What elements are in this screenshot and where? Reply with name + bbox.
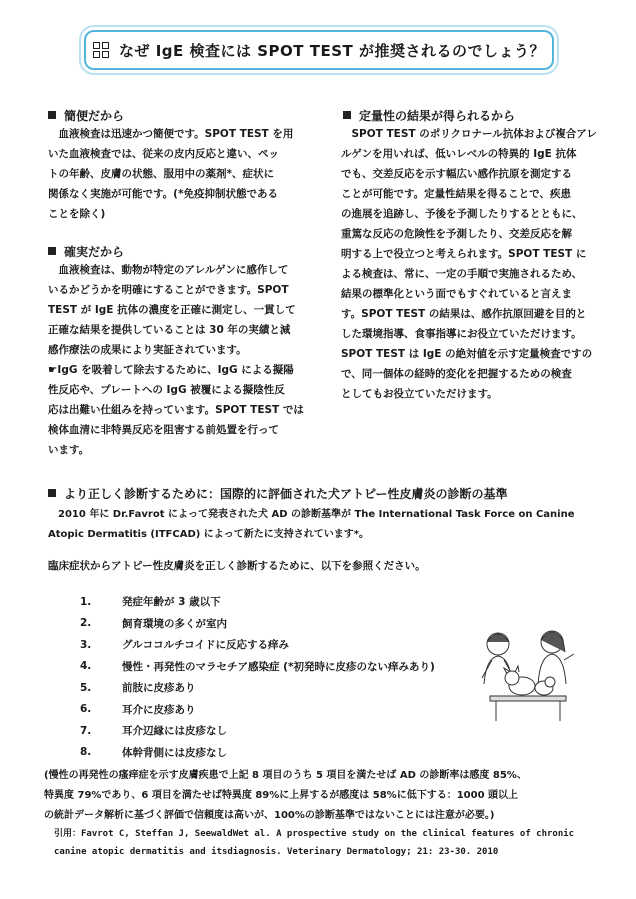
vet-illustration <box>470 624 580 724</box>
paragraph-diagnosis-intro <box>48 505 608 545</box>
text-line: 血液検査は迅速かつ簡便です。SPOT TEST を用 <box>48 128 294 140</box>
grid-icon <box>93 42 109 58</box>
text-line: Atopic Dermatitis (ITFCAD) によって新たに支持されています*。 <box>48 529 370 540</box>
text-line: としてもお役立ていただけます。 <box>341 388 498 400</box>
section-heading-reliable <box>48 243 124 260</box>
text-line: ルゲンを用いれば、低いレベルの特異的 IgE 抗体 <box>341 148 577 160</box>
text-line: (慢性の再発性の瘙痒症を示す皮膚疾患で上記 8 項目のうち 5 項目を満たせば AD の診断率は感度 85%、 <box>44 770 527 781</box>
item-text: グルココルチコイドに反応する痒み <box>122 639 289 652</box>
item-number: 3. <box>80 638 92 651</box>
heading-text: 確実だから <box>64 245 125 259</box>
text-line: した環境指導、食事指導にお役立ていただけます。 <box>341 328 582 340</box>
title-box <box>84 30 554 70</box>
text-line: ☛IgG を吸着して除去するために、IgG による擬陽 <box>48 364 294 376</box>
text-line: トの年齢、皮膚の状態、服用中の薬剤*、症状に <box>48 168 274 180</box>
text-line: 正確な結果を提供していることは 30 年の実績と減 <box>48 324 291 336</box>
diagnosis-lead <box>48 556 608 576</box>
list-item <box>80 634 435 656</box>
paragraph-reliable <box>48 260 310 460</box>
item-number: 5. <box>80 681 92 694</box>
text-line: ことが可能です。定量性結果を得ることで、疾患 <box>341 188 571 200</box>
item-text: 発症年齢が 3 歳以下 <box>122 596 221 609</box>
text-line: 応は出難い仕組みを持っています。SPOT TEST では <box>48 404 304 416</box>
text-line: 関係なく実施が可能です。(*免疫抑制状態である <box>48 188 278 200</box>
item-number: 8. <box>80 746 92 759</box>
list-item <box>80 677 435 699</box>
item-text: 飼育環境の多くが室内 <box>122 617 227 630</box>
text-line: 結果の標準化という面でもすぐれていると言えま <box>341 288 572 300</box>
text-line: 感作療法の成果により実証されています。 <box>48 344 247 356</box>
item-text: 耳介辺縁には皮疹なし <box>122 725 227 738</box>
text-line: いるかどうかを明確にすることができます。SPOT <box>48 284 289 296</box>
diagnosis-note <box>44 766 614 826</box>
text-line: 性反応や、プレートへの IgG 被覆による擬陰性反 <box>48 384 285 396</box>
item-number: 6. <box>80 703 92 716</box>
square-bullet-icon <box>48 111 56 119</box>
list-item <box>80 613 435 635</box>
text-line: いた血液検査では、従来の皮内反応と違い、ペッ <box>48 148 279 160</box>
heading-text: より正しく診断するために：国際的に評価された犬アトピー性皮膚炎の診断の基準 <box>64 487 508 501</box>
text-line: 特異度 79%であり、6 項目を満たせば特異度 89%に上昇するが感度は 58%に低下する：1000 頭以上 <box>44 790 519 801</box>
text-line: 引用：Favrot C, Steffan J, SeewaldWet al. A prospective study on the clinical features of chronic <box>54 829 575 839</box>
item-number: 4. <box>80 660 92 673</box>
text-line: 検体血清に非特異反応を阻害する前処置を行って <box>48 424 279 436</box>
heading-text: 簡便だから <box>64 109 125 123</box>
text-line: TEST が IgE 抗体の濃度を正確に測定し、一貫して <box>48 304 296 316</box>
item-number: 2. <box>80 617 92 630</box>
text-line: 臨床症状からアトピー性皮膚炎を正しく診断するために、以下を参照ください。 <box>48 560 426 572</box>
paragraph-convenient <box>48 124 308 224</box>
section-heading-quantitative <box>343 107 515 124</box>
text-line: ことを除く) <box>48 208 106 220</box>
item-text: 前肢に皮疹あり <box>122 682 196 695</box>
text-line: で、同一個体の経時的変化を把握するための検査 <box>341 368 572 380</box>
citation <box>54 825 574 861</box>
square-bullet-icon <box>48 247 56 255</box>
text-line: 2010 年に Dr.Favrot によって発表された犬 AD の診断基準が The International Task Force on Canine <box>48 509 575 520</box>
text-line: います。 <box>48 444 90 456</box>
list-item <box>80 720 435 742</box>
section-heading-convenient <box>48 107 124 124</box>
text-line: 血液検査は、動物が特定のアレルゲンに感作して <box>48 264 289 276</box>
text-line: でも、交差反応を示す幅広い感作抗原を測定する <box>341 168 572 180</box>
text-line: の統計データ解析に基づく評価で信頼度は高いが、100%の診断基準ではないことには注意が必要。) <box>44 810 495 821</box>
list-item <box>80 742 435 764</box>
section-heading-diagnosis <box>48 485 508 502</box>
item-text: 体幹背側には皮疹なし <box>122 746 227 759</box>
text-line: SPOT TEST のポリクロナール抗体および複合アレ <box>341 128 597 140</box>
text-line: SPOT TEST は IgE の絶対値を示す定量検査ですの <box>341 348 593 360</box>
criteria-list <box>80 591 435 763</box>
square-bullet-icon <box>48 489 56 497</box>
text-line: 重篤な反応の危険性を予測したり、交差反応を解 <box>341 228 572 240</box>
item-text: 耳介に皮疹あり <box>122 703 196 716</box>
square-bullet-icon <box>343 111 351 119</box>
list-item <box>80 656 435 678</box>
list-item <box>80 699 435 721</box>
list-item <box>80 591 435 613</box>
item-number: 1. <box>80 595 92 608</box>
text-line: canine atopic dermatitis and itsdiagnosis. Veterinary Dermatology; 21: 23-30. 2010 <box>54 847 499 857</box>
text-line: の進展を追跡し、予後を予測したりするとともに、 <box>341 208 583 220</box>
text-line: よる検査は、常に、一定の手順で実施されるため、 <box>341 268 583 280</box>
page-title: なぜ IgE 検査には SPOT TEST が推奨されるのでしょう？ <box>119 41 545 60</box>
text-line: 明する上で役立つと考えられます。SPOT TEST に <box>341 248 587 260</box>
text-line: す。SPOT TEST の結果は、感作抗原回避を目的と <box>341 308 587 320</box>
heading-text: 定量性の結果が得られるから <box>359 109 516 123</box>
item-number: 7. <box>80 724 92 737</box>
paragraph-quantitative <box>341 124 601 404</box>
item-text: 慢性・再発性のマラセチア感染症 (*初発時に皮疹のない痒みあり) <box>122 660 435 673</box>
